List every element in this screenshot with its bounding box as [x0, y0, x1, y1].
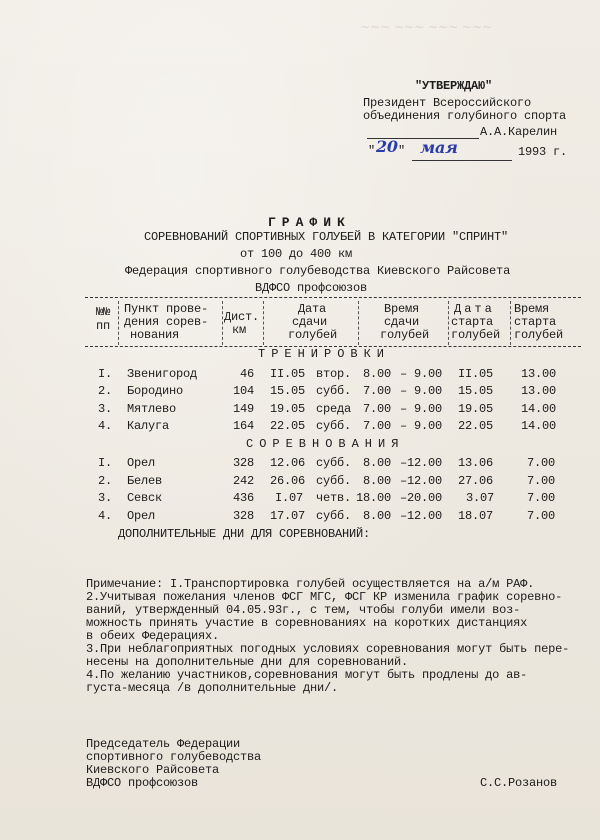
- header-time-1: Время: [384, 302, 420, 316]
- row-day: субб.: [316, 456, 352, 470]
- row-start-date: 22.05: [458, 419, 494, 433]
- document-heading: ГРАФИК: [268, 215, 351, 230]
- approval-line2: объединения голубиного спорта: [363, 109, 567, 123]
- row-start-time: 13.00: [521, 384, 557, 398]
- row-start-date: 13.06: [458, 456, 494, 470]
- row-start-date: 18.07: [458, 509, 494, 523]
- row-num: 2.: [98, 384, 113, 398]
- title-line2: от 100 до 400 км: [240, 247, 353, 261]
- row-dist: 149: [232, 402, 254, 416]
- row-time-to: – 9.00: [400, 367, 443, 381]
- header-num-1: №№: [95, 305, 110, 319]
- row-time-to: – 9.00: [400, 384, 443, 398]
- note-line2: 2.Учитывая пожелания членов ФСГ МГС, ФСГ КР изменила график соревно-: [86, 590, 563, 604]
- header-start-time-1: Время: [514, 302, 550, 316]
- row-dist: 164: [232, 419, 254, 433]
- row-day: субб.: [316, 474, 352, 488]
- col-divider: [118, 301, 119, 345]
- header-start-date-1: Дата: [454, 302, 495, 316]
- row-time-from: 7.00: [363, 419, 392, 433]
- row-time-to: – 9.00: [400, 402, 443, 416]
- row-time-from: 8.00: [363, 456, 392, 470]
- row-start-time: 7.00: [527, 456, 556, 470]
- col-divider: [358, 301, 359, 345]
- row-place: Белев: [127, 474, 163, 488]
- row-start-time: 7.00: [527, 474, 556, 488]
- row-start-time: 14.00: [521, 419, 557, 433]
- header-dist-1: Дист.: [224, 310, 260, 324]
- title-line3: Федерация спортивного голубеводства Киевского Райсовета: [125, 264, 511, 278]
- row-start-date: 19.05: [458, 402, 494, 416]
- date-month-line: [412, 160, 512, 161]
- header-point-1: Пункт прове-: [124, 302, 209, 316]
- bleed-through-decoration: ~~~ ~~~ ~~~ ~~~: [360, 20, 493, 34]
- header-time-2: сдачи: [384, 315, 420, 329]
- row-time-from: 18.00: [356, 491, 392, 505]
- row-place: Орел: [127, 509, 156, 523]
- note-line5: в обеих Федерациях.: [86, 629, 220, 643]
- date-day-handwritten: 20: [376, 137, 398, 156]
- note-line3: ваний, утвержденный 04.05.93г., с тем, чтобы голуби имели воз-: [86, 603, 521, 617]
- header-time-3: голубей: [380, 328, 430, 342]
- row-date: 17.07: [270, 509, 306, 523]
- header-point-2: дения сорев-: [124, 315, 209, 329]
- row-start-time: 14.00: [521, 402, 557, 416]
- row-place: Мятлево: [127, 402, 177, 416]
- col-divider: [263, 301, 264, 345]
- row-dist: 242: [232, 474, 254, 488]
- row-time-from: 8.00: [363, 367, 392, 381]
- row-start-time: 7.00: [527, 509, 556, 523]
- row-start-date: 3.07: [466, 491, 495, 505]
- row-dist: 104: [232, 384, 254, 398]
- row-time-to: –12.00: [400, 474, 443, 488]
- row-day: субб.: [316, 384, 352, 398]
- row-time-from: 8.00: [363, 509, 392, 523]
- footer-signatory: С.С.Розанов: [480, 776, 558, 790]
- row-num: I.: [98, 456, 113, 470]
- header-start-date-2: старта: [451, 315, 494, 329]
- header-dist-2: км: [232, 323, 247, 337]
- row-date: 15.05: [270, 384, 306, 398]
- section-training-title: ТРЕНИРОВКИ: [258, 347, 391, 361]
- note-line4: можность принять участие в соревнованиях на коротких дистанциях: [86, 616, 528, 630]
- extra-days-label: ДОПОЛНИТЕЛЬНЫЕ ДНИ ДЛЯ СОРЕВНОВАНИЙ:: [118, 527, 371, 541]
- row-date: II.05: [270, 367, 306, 381]
- header-point-3: нования: [130, 328, 180, 342]
- row-start-date: II.05: [458, 367, 494, 381]
- header-date-1: Дата: [298, 302, 327, 316]
- row-dist: 46: [239, 367, 254, 381]
- header-date-2: сдачи: [292, 315, 328, 329]
- row-time-to: – 9.00: [400, 419, 443, 433]
- approval-signatory: А.А.Карелин: [480, 125, 558, 139]
- note-line7: несены на дополнительные дни для соревнований.: [86, 655, 409, 669]
- row-time-to: –20.00: [400, 491, 443, 505]
- row-time-to: –12.00: [400, 509, 443, 523]
- row-start-time: 7.00: [527, 491, 556, 505]
- header-start-date-3: голубей: [451, 328, 501, 342]
- header-start-time-3: голубей: [514, 328, 564, 342]
- row-time-from: 7.00: [363, 402, 392, 416]
- footer-line4: ВДФСО профсоюзов: [86, 776, 199, 790]
- title-line4: ВДФСО профсоюзов: [255, 281, 368, 295]
- row-num: 2.: [98, 474, 113, 488]
- row-date: 19.05: [270, 402, 306, 416]
- title-line1: СОРЕВНОВАНИЙ СПОРТИВНЫХ ГОЛУБЕЙ В КАТЕГОРИИ "СПРИНТ": [144, 230, 509, 244]
- row-start-date: 15.05: [458, 384, 494, 398]
- row-time-from: 8.00: [363, 474, 392, 488]
- row-date: I.07: [275, 491, 304, 505]
- row-num: I.: [98, 367, 113, 381]
- header-date-3: голубей: [288, 328, 338, 342]
- date-month-handwritten: мая: [420, 138, 458, 157]
- note-line8: 4.По желанию участников,соревнования могут быть продлены до ав-: [86, 668, 528, 682]
- row-time-to: –12.00: [400, 456, 443, 470]
- row-date: 26.06: [270, 474, 306, 488]
- header-num-2: пп: [95, 319, 110, 333]
- note-line9: густа-месяца /в дополнительные дни/.: [86, 681, 339, 695]
- footer-line3: Киевского Райсовета: [86, 763, 220, 777]
- date-quote-open: ": [368, 144, 376, 158]
- row-num: 4.: [98, 509, 113, 523]
- row-date: 12.06: [270, 456, 306, 470]
- row-num: 3.: [98, 491, 113, 505]
- col-divider: [222, 301, 223, 345]
- row-day: втор.: [316, 367, 352, 381]
- note-line6: 3.При неблагоприятных погодных условиях соревнования могут быть пере-: [86, 642, 570, 656]
- date-year: 1993 г.: [518, 145, 568, 159]
- row-place: Бородино: [127, 384, 184, 398]
- approval-line1: Президент Всероссийского: [363, 96, 532, 110]
- row-num: 4.: [98, 419, 113, 433]
- row-num: 3.: [98, 402, 113, 416]
- date-quote-close: ": [398, 144, 406, 158]
- approval-stamp: "УТВЕРЖДАЮ": [415, 79, 493, 93]
- footer-line1: Председатель Федерации: [86, 737, 241, 751]
- row-date: 22.05: [270, 419, 306, 433]
- row-place: Звенигород: [127, 367, 198, 381]
- col-divider: [510, 301, 511, 345]
- row-day: среда: [316, 402, 352, 416]
- table-top-rule: [85, 297, 581, 298]
- row-place: Орел: [127, 456, 156, 470]
- row-dist: 328: [232, 509, 254, 523]
- col-divider: [448, 301, 449, 345]
- footer-line2: спортивного голубеводства: [86, 750, 262, 764]
- row-place: Калуга: [127, 419, 170, 433]
- header-start-time-2: старта: [514, 315, 557, 329]
- row-day: субб.: [316, 509, 352, 523]
- row-time-from: 7.00: [363, 384, 392, 398]
- row-dist: 328: [232, 456, 254, 470]
- row-start-time: 13.00: [521, 367, 557, 381]
- section-competitions-title: СОРЕВНОВАНИЯ: [246, 437, 405, 451]
- row-day: субб.: [316, 419, 352, 433]
- row-day: четв.: [316, 491, 352, 505]
- row-start-date: 27.06: [458, 474, 494, 488]
- row-place: Севск: [127, 491, 163, 505]
- row-dist: 436: [232, 491, 254, 505]
- note-line1: Примечание: I.Транспортировка голубей осуществляется на а/м РАФ.: [86, 577, 535, 591]
